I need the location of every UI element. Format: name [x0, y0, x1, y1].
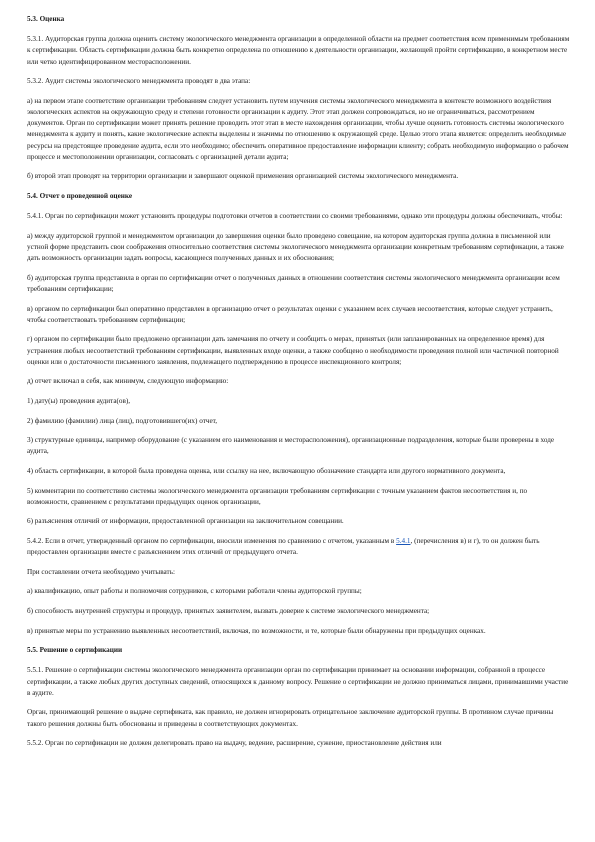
paragraph-5-4-2-end: , (перечисления в) и г), то он должен быть предоставлен организации вместе с разъяснением этих отличий от предыдущего отчета.: [27, 536, 540, 557]
report-info-6: 6) разъяснения отличий от информации, предоставленной организации на заключительном совещании.: [27, 517, 344, 526]
paragraph-5-3-2: 5.3.2. Аудит системы экологического менеджмента проводят в два этапа:: [27, 77, 251, 86]
report-considerations-intro: При составлении отчета необходимо учитывать:: [27, 567, 175, 576]
paragraph-5-5-1: 5.5.1. Решение о сертификации системы экологического менеджмента организации орган по сертификации принимает на основании информации, собранной в процессе сертификации, а также любых других доступных сведений, относящихся к данному вопросу. Решение о сертификации не должно приниматься лицами, принимавшими участие в аудите.: [27, 666, 569, 697]
list-item-stage-two: б) второй этап проводят на территории организации и завершают оценкой применения организацией системы экологического менеджмента.: [27, 172, 459, 181]
section-heading-5-3: 5.3. Оценка: [27, 15, 65, 23]
report-info-5: 5) комментарии по соответствию системы экологического менеджмента организации требованиям сертификации с точным указанием фактов несоответствия и, по возможности, сравнением с результатами предыдущих оценок организации,: [27, 486, 528, 506]
report-info-2: 2) фамилию (фамилии) лица (лиц), подготовившего(их) отчет,: [27, 416, 218, 425]
list-item-a: а) между аудиторской группой и менеджментом организации до завершения оценки было проведено совещание, на котором аудиторская группа должна в письменной или устной форме представить свои соображения относительно соответствия системы экологического менеджмента организации конкретным требованиям сертификации, а также дать возможность организации задать вопросы, касающиеся полученных данных и их обоснования;: [27, 231, 564, 263]
paragraph-5-4-2-start: 5.4.2. Если в отчет, утвержденный органом по сертификации, вносили изменения по сравнению с отчетом, указанным в: [27, 536, 397, 545]
consideration-a: а) квалификацию, опыт работы и полномочия сотрудников, с которыми работали члены аудиторской группы;: [27, 587, 362, 596]
consideration-b: б) способность внутренней структуры и процедур, принятых заявителем, вызвать доверие к системе экологического менеджмента;: [27, 606, 430, 615]
report-info-3: 3) структурные единицы, например оборудование (с указанием его наименования и месторасположения), организационные подразделения, которые были проверены в ходе аудита,: [27, 436, 555, 456]
paragraph-5-4-1: 5.4.1. Орган по сертификации может установить процедуры подготовки отчетов в соответствии со своими требованиями, однако эти процедуры должны обеспечивать, чтобы:: [27, 212, 563, 221]
list-item-d: д) отчет включал в себя, как минимум, следующую информацию:: [27, 377, 229, 386]
report-info-1: 1) дату(ы) проведения аудита(ов),: [27, 396, 131, 405]
section-heading-5-4: 5.4. Отчет о проведенной оценке: [27, 192, 133, 200]
list-item-stage-one: а) на первом этапе соответствие организации требованиям следует установить путем изучения системы экологического менеджмента в контексте возможного воздействия экологических аспектов на окружающую среду и степени готовности организации к аудиту. Этот этап должен сопровождаться, но не ограничиваться, рассмотрением документов. Орган по сертификации может принять решение проводить этот этап в месте нахождения организации, чтобы лучше оценить готовность системы экологического менеджмента к аудиту и понять, какие экологические аспекты выделены и значимы по отношению к окружающей среде. Целью этого этапа является: определить необходимые ресурсы на предстоящее проведение аудита, если это необходимо; обеспечить оперативное предоставление информации клиенту; собрать необходимую информацию о рабочем процессе и местоположении организации, согласовать с организацией детали аудита;: [27, 96, 569, 161]
consideration-v: в) принятые меры по устранению выявленных несоответствий, включая, по возможности, и те, которые были обнаружены при предыдущих оценках.: [27, 626, 486, 635]
paragraph-5-4-2: [27, 536, 570, 558]
section-heading-5-5: 5.5. Решение о сертификации: [27, 646, 123, 655]
paragraph-certification-body: Орган, принимающий решение о выдаче сертификата, как правило, не должен игнорировать отрицательное заключение аудиторской группы. В противном случае причины такого решения должны быть обоснованы и приведены в соответствующих документах.: [27, 708, 554, 728]
list-item-v: в) органом по сертификации был оперативно представлен в организацию отчет о результатах оценки с указанием всех случаев несоответствия, которые следует устранить, чтобы соответствовать требованиям сертификации;: [27, 304, 553, 324]
paragraph-5-3-1: 5.3.1. Аудиторская группа должна оценить систему экологического менеджмента организации в определенной области на предмет соответствия всем применимым требованиям к сертификации. Область сертификации должна быть конкретно определена по отношению к деятельности организации, желающей пройти сертификацию, в конкретном месте или четко идентифицированном месторасположении.: [27, 35, 570, 66]
link-5-4-1[interactable]: 5.4.1: [396, 536, 411, 545]
paragraph-5-5-2: 5.5.2. Орган по сертификации не должен делегировать право на выдачу, ведение, расширение, сужение, приостановление действия или: [27, 739, 442, 748]
list-item-g: г) органом по сертификации было предложено организации дать замечания по отчету и сообщить о мерах, принятых (или запланированных на определенное время) для устранения любых несоответствий требованиям сертификации, выявленных входе оценки, а также сообщено о необходимости проведения полной или частичной повторной оценки или о достаточности письменного заявления, подлежащего подтверждению в процессе инспекционного контроля;: [27, 335, 559, 366]
report-info-4: 4) область сертификации, в которой была проведена оценка, или ссылку на нее, включающую обозначение стандарта или другого нормативного документа,: [27, 466, 506, 475]
list-item-b: б) аудиторская группа представила в орган по сертификации отчет о полученных данных в отношении соответствия системы экологического менеджмента организации всем требованиям сертификации;: [27, 273, 560, 293]
